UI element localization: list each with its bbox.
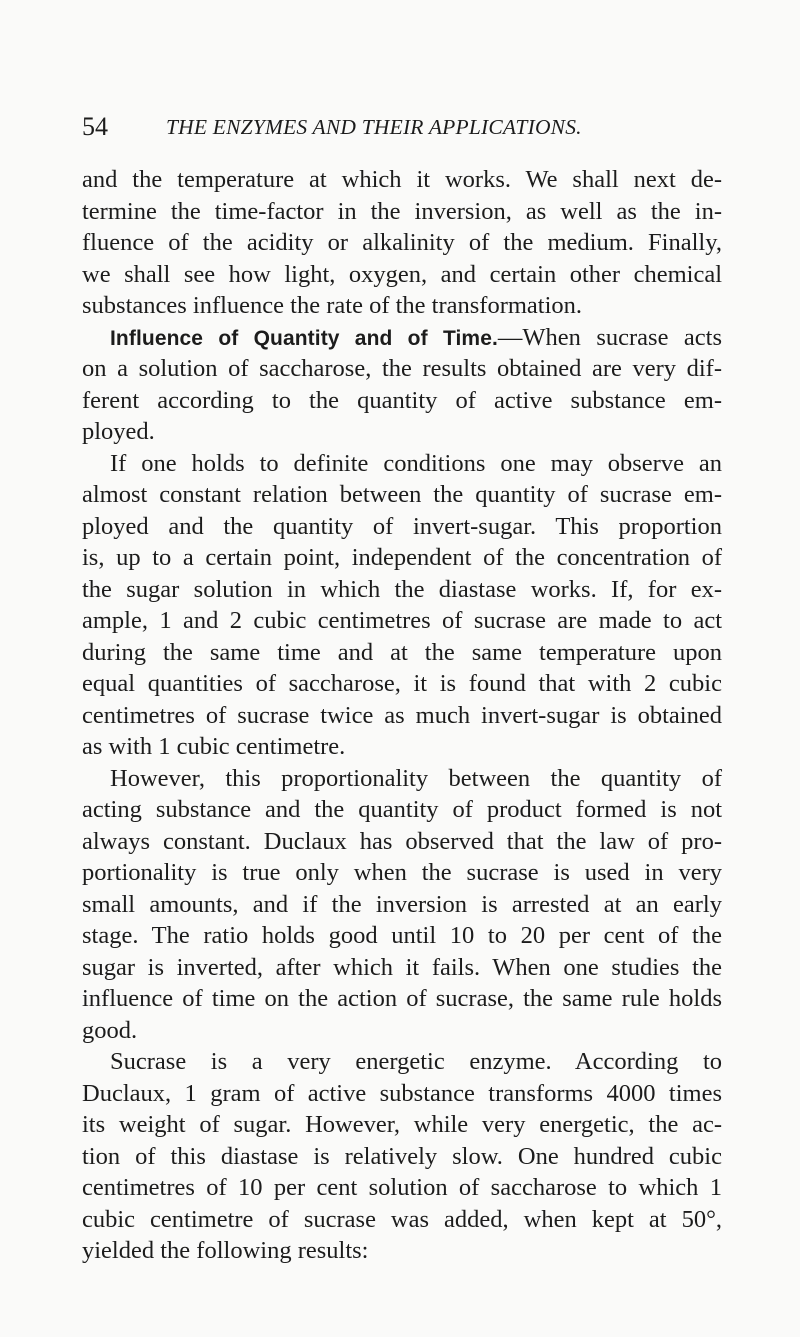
page-number: 54 xyxy=(82,112,108,141)
text-line: equal quantities of saccharose, it is found that with 2 cubic xyxy=(82,670,722,697)
text-line: portionality is true only when the sucrase is used in very xyxy=(82,859,722,886)
text-line: tion of this diastase is relatively slow. One hundred cubic xyxy=(82,1142,722,1170)
text-line: centimetres of sucrase twice as much invert-sugar is obtained xyxy=(82,701,722,729)
text-run: —When sucrase acts xyxy=(497,323,722,351)
running-head: THE ENZYMES AND THEIR APPLICATIONS. xyxy=(166,115,582,139)
text-line: substances influence the rate of the transformation. xyxy=(82,292,583,319)
text-line: good. xyxy=(82,1016,138,1044)
text-line: However, this proportionality between the quantity of xyxy=(110,764,722,792)
text-line: influence of time on the action of sucrase, the same rule holds xyxy=(82,985,722,1012)
page-header xyxy=(82,112,722,142)
section-heading-line xyxy=(82,322,722,354)
text-line: sugar is inverted, after which it fails. When one studies the xyxy=(82,953,722,981)
paragraph xyxy=(82,164,722,322)
text-line: the sugar solution in which the diastase works. If, for ex- xyxy=(82,575,722,603)
text-line: is, up to a certain point, independent of the concentration of xyxy=(82,544,722,571)
text-line: stage. The ratio holds good until 10 to 20 per cent of the xyxy=(82,922,722,949)
text-line: ployed and the quantity of invert-sugar. This proportion xyxy=(82,512,722,540)
text-line: during the same time and at the same temperature upon xyxy=(82,638,722,666)
text-line: small amounts, and if the inversion is arrested at an early xyxy=(82,890,722,918)
text-line: ferent according to the quantity of active substance em- xyxy=(82,386,722,414)
section-heading: Influence of Quantity and of Time. xyxy=(110,326,498,350)
text-line: as with 1 cubic centimetre. xyxy=(82,733,346,760)
text-line: cubic centimetre of sucrase was added, when kept at 50°, xyxy=(82,1205,722,1233)
text-line: fluence of the acidity or alkalinity of the medium. Finally, xyxy=(82,229,722,256)
text-line: ployed. xyxy=(82,418,155,445)
text-line: centimetres of 10 per cent solution of saccharose to which 1 xyxy=(82,1174,722,1201)
text-line: ample, 1 and 2 cubic centimetres of sucrase are made to act xyxy=(82,607,722,634)
text-line: we shall see how light, oxygen, and certain other chemical xyxy=(82,260,722,288)
text-line: yielded the following results: xyxy=(82,1237,369,1264)
text-line: termine the time-factor in the inversion, as well as the in- xyxy=(82,197,722,225)
paragraph xyxy=(82,448,722,763)
text-line: If one holds to definite conditions one may observe an xyxy=(110,449,722,477)
paragraph xyxy=(82,322,722,448)
text-line: its weight of sugar. However, while very energetic, the ac- xyxy=(82,1111,722,1138)
paragraph xyxy=(82,1046,722,1267)
paragraph xyxy=(82,763,722,1047)
text-line: almost constant relation between the quantity of sucrase em- xyxy=(82,481,722,508)
text-line: acting substance and the quantity of product formed is not xyxy=(82,796,722,823)
text-line: Duclaux, 1 gram of active substance transforms 4000 times xyxy=(82,1079,722,1107)
text-line: always constant. Duclaux has observed that the law of pro- xyxy=(82,827,722,855)
body-text xyxy=(82,164,722,1267)
text-line: and the temperature at which it works. We shall next de- xyxy=(82,166,722,193)
text-line: on a solution of saccharose, the results obtained are very dif- xyxy=(82,355,722,382)
text-line: Sucrase is a very energetic enzyme. According to xyxy=(110,1048,722,1075)
